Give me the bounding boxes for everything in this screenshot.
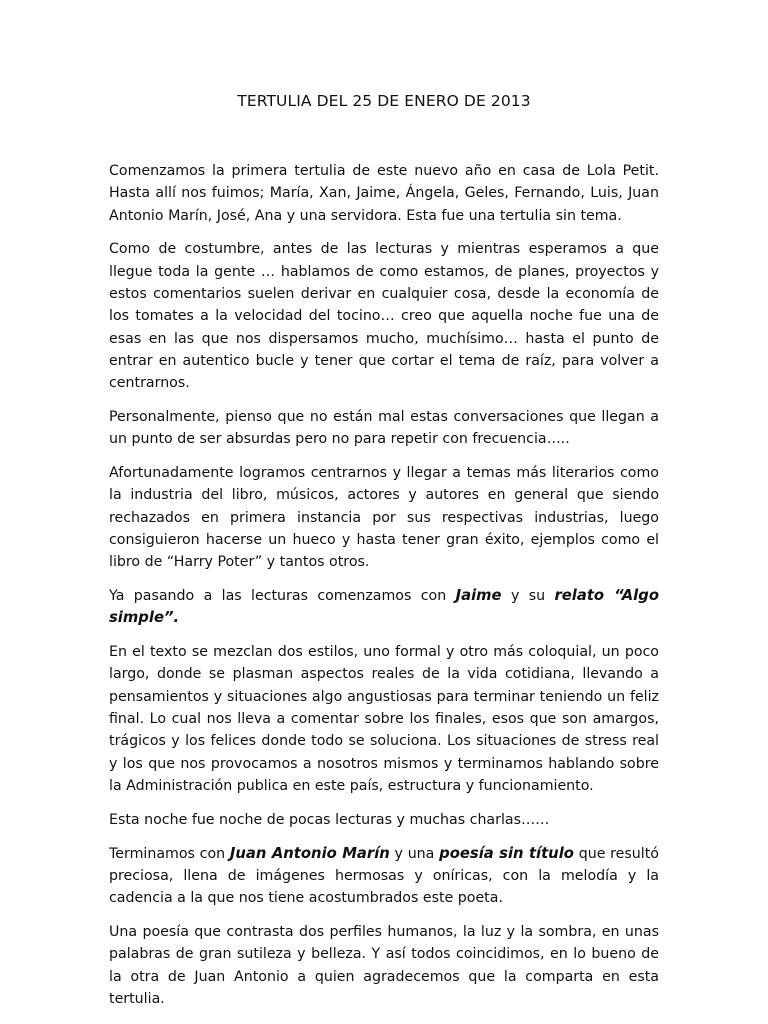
reading-author: Juan Antonio Marín [229, 844, 390, 862]
reading-work-title: poesía sin título [439, 844, 574, 862]
reading-author: Jaime [455, 587, 502, 605]
paragraph-opinion: Personalmente, pienso que no están mal estas conversaciones que llegan a un punto de ser absurdas pero no para repetir con frecuencia….. [109, 408, 659, 448]
paragraph-story-review: En el texto se mezclan dos estilos, uno formal y otro más coloquial, un poco largo, donde se plasman aspectos reales de la vida cotidiana, llevando a pensamientos y situaciones algo angustiosas para terminar teniendo un feliz final. Lo cual nos lleva a comentar sobre los finales, esos que son amargos, trágicos y los felices donde todo se soluciona. Los situaciones de stress real y los que nos provocamos a nosotros mismos y terminamos hablando sobre la Administración publica en este país, estructura y funcionamiento. [109, 644, 659, 794]
paragraph-poem-review: Una poesía que contrasta dos perfiles humanos, la luz y la sombra, en unas palabras de gran sutileza y belleza. Y así todos coincidimos, en lo bueno de la otra de Juan Antonio a quien agradecemos que la comparta en esta tertulia. [109, 923, 659, 1007]
paragraph-first-reading [109, 585, 659, 630]
reading-connector: y una [389, 845, 440, 862]
reading-description: que resultó preciosa, llena de imágenes hermosas y oníricas, con la melodía y la cadencia a la que nos tiene acostumbrados este poeta. [109, 845, 659, 907]
document-title: TERTULIA DEL 25 DE ENERO DE 2013 [237, 92, 531, 110]
paragraph-literary-topics: Afortunadamente logramos centrarnos y llegar a temas más literarios como la industria del libro, músicos, actores y autores en general que siendo rechazados en primera instancia por sus respectivas industrias, luego consiguieron hacerse un hueco y hasta tener gran éxito, ejemplos como el libro de “Harry Poter” y tantos otros. [109, 465, 659, 571]
paragraph-conversation: Como de costumbre, antes de las lecturas y mientras esperamos a que llegue toda la gente … hablamos de como estamos, de planes, proyectos y estos comentarios suelen derivar en cualquier cosa, desde la economía de los tomates a la velocidad del tocino… creo que aquella noche fue una de esas en las que nos dispersamos mucho, muchísimo… hasta el punto de entrar en autentico bucle y tener que cortar el tema de raíz, para volver a centrarnos. [109, 241, 659, 392]
paragraph-intro: Comenzamos la primera tertulia de este nuevo año en casa de Lola Petit. Hasta allí nos fuimos; María, Xan, Jaime, Ángela, Geles, Fernando, Luis, Juan Antonio Marín, José, Ana y una servidora. Esta fue una tertulia sin tema. [109, 163, 659, 224]
document-body [109, 160, 659, 1022]
reading-intro-text: Terminamos con [109, 845, 230, 862]
paragraph-second-reading [109, 843, 659, 910]
paragraph-night-summary: Esta noche fue noche de pocas lecturas y muchas charlas…… [109, 811, 550, 828]
reading-intro-text: Ya pasando a las lecturas comenzamos con [109, 588, 456, 605]
reading-work-title: relato “Algo simple”. [109, 587, 660, 627]
reading-connector: y su [501, 588, 555, 605]
